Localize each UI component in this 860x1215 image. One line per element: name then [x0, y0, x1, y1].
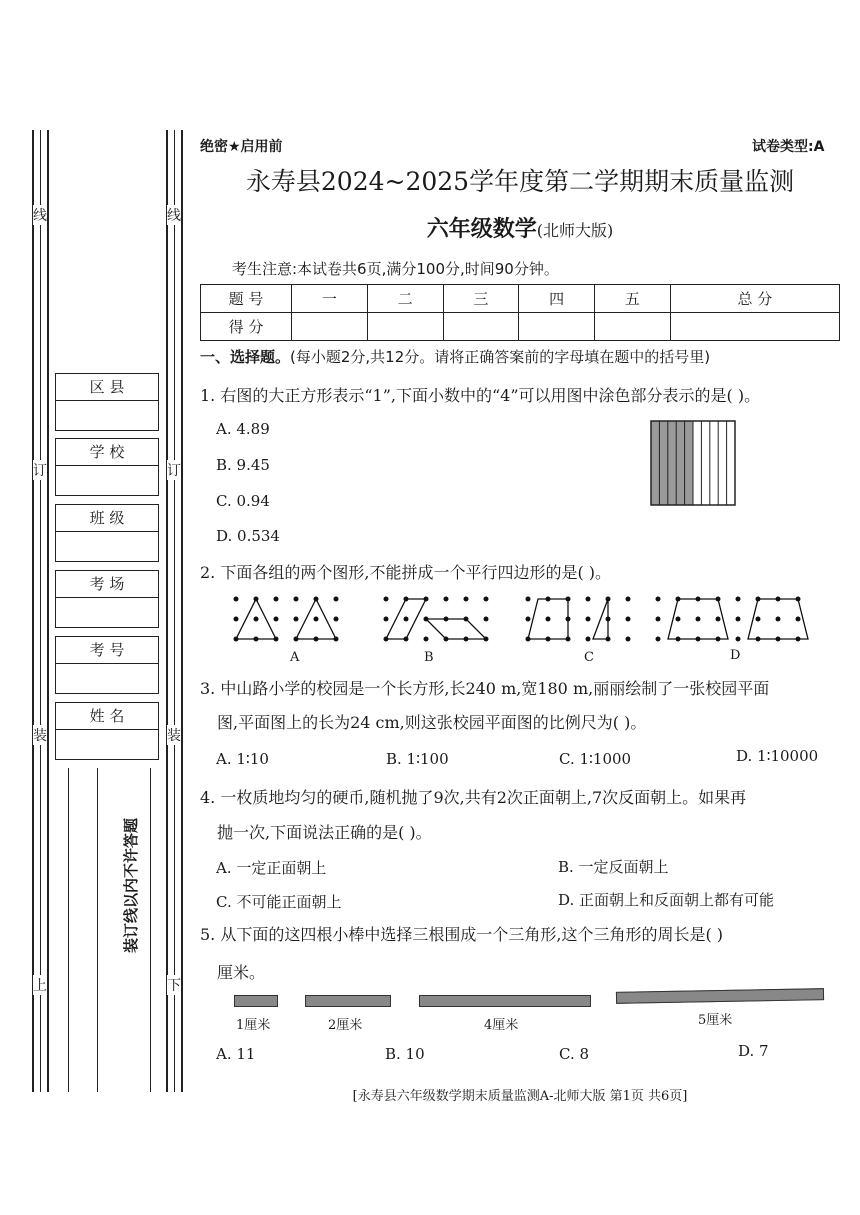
- margin-char: 线: [33, 205, 47, 225]
- q3-option-b[interactable]: B. 1∶100: [386, 750, 449, 768]
- shaded-strips: [651, 421, 693, 505]
- field-label: 班 级: [56, 505, 158, 532]
- margin-line: [166, 130, 168, 1092]
- table-cell: 三: [443, 285, 519, 313]
- q5-option-b[interactable]: B. 10: [385, 1045, 425, 1063]
- q1-option-b[interactable]: B. 9.45: [216, 456, 270, 474]
- margin-char: 装: [33, 725, 47, 745]
- stick-5cm: [616, 988, 824, 1004]
- table-row: [201, 313, 840, 341]
- stick-label: 5厘米: [698, 1013, 733, 1028]
- field-label: 姓 名: [56, 703, 158, 730]
- question-4-line-2: 抛一次,下面说法正确的是( )。: [217, 823, 432, 842]
- binding-warning-box: [115, 800, 145, 970]
- margin-line: [47, 130, 49, 1092]
- field-label: 考 场: [56, 571, 158, 598]
- table-cell: 总 分: [670, 285, 839, 313]
- q4-option-b[interactable]: B. 一定反面朝上: [558, 858, 669, 876]
- q1-option-a[interactable]: A. 4.89: [216, 420, 270, 438]
- page-footer: [永寿县六年级数学期末质量监测A-北师大版 第1页 共6页]: [352, 1089, 688, 1104]
- margin-char: 线: [167, 205, 181, 225]
- shape-outlines: [236, 599, 808, 639]
- stick-label: 1厘米: [236, 1018, 271, 1033]
- table-cell: 五: [595, 285, 671, 313]
- table-cell: 二: [367, 285, 443, 313]
- field-class: [55, 504, 159, 562]
- stick-label: 2厘米: [328, 1018, 363, 1033]
- field-label: 考 号: [56, 637, 158, 664]
- field-input[interactable]: [56, 598, 158, 626]
- q3-option-c[interactable]: C. 1∶1000: [559, 750, 632, 768]
- field-input[interactable]: [56, 730, 158, 758]
- field-label: 区 县: [56, 374, 158, 401]
- field-exam-number: [55, 636, 159, 694]
- margin-char: 订: [33, 460, 47, 480]
- margin-line: [32, 130, 34, 1092]
- field-county: [55, 373, 159, 431]
- question-5-line-2: 厘米。: [217, 963, 266, 982]
- q3-option-d[interactable]: D. 1∶10000: [736, 747, 819, 765]
- question-1: 1. 右图的大正方形表示“1”,下面小数中的“4”可以用图中涂色部分表示的是( )。: [200, 386, 761, 405]
- figure-label-b: B: [424, 650, 434, 665]
- subject-title: [200, 212, 840, 243]
- figure-label-c: C: [584, 650, 594, 665]
- score-input[interactable]: [367, 313, 443, 341]
- section-desc: (每小题2分,共12分。请将正确答案前的字母填在题中的括号里): [290, 348, 711, 366]
- page-title: 永寿县2024~2025学年度第二学期期末质量监测: [245, 167, 795, 196]
- stick-label: 4厘米: [484, 1018, 519, 1033]
- stick-4cm: [419, 995, 591, 1007]
- table-cell: 四: [519, 285, 595, 313]
- question-5-line-1: 5. 从下面的这四根小棒中选择三根围成一个三角形,这个三角形的周长是( ): [200, 925, 724, 944]
- question-3-line-2: 图,平面图上的长为24 cm,则这张校园平面图的比例尺为( )。: [217, 713, 647, 732]
- dot-grid-figures: [228, 594, 818, 652]
- score-table: [200, 284, 840, 341]
- question-4-line-1: 4. 一枚质地均匀的硬币,随机抛了9次,共有2次正面朝上,7次反面朝上。如果再: [200, 788, 747, 807]
- margin-line: [68, 768, 69, 1092]
- table-cell: 题 号: [201, 285, 292, 313]
- score-input[interactable]: [519, 313, 595, 341]
- margin-line: [97, 768, 98, 1092]
- field-input[interactable]: [56, 401, 158, 429]
- margin-char: 订: [167, 460, 181, 480]
- score-input[interactable]: [595, 313, 671, 341]
- table-cell: 得 分: [201, 313, 292, 341]
- field-input[interactable]: [56, 664, 158, 692]
- field-name: [55, 702, 159, 760]
- q5-option-c[interactable]: C. 8: [559, 1045, 590, 1063]
- field-label: 学 校: [56, 439, 158, 466]
- figure-b-quad: [426, 619, 486, 639]
- field-input[interactable]: [56, 532, 158, 560]
- figure-label-d: D: [730, 648, 741, 663]
- figure-label-a: A: [290, 650, 300, 665]
- binding-warning: 装订线以内不许答题: [121, 817, 140, 953]
- q1-option-c[interactable]: C. 0.94: [216, 492, 270, 510]
- stick-1cm: [234, 995, 278, 1007]
- question-3-line-1: 3. 中山路小学的校园是一个长方形,长240 m,宽180 m,丽丽绘制了一张校园平面: [200, 679, 770, 698]
- margin-line: [40, 130, 41, 1092]
- q3-option-a[interactable]: A. 1∶10: [216, 750, 269, 768]
- score-input[interactable]: [292, 313, 368, 341]
- q1-option-d[interactable]: D. 0.534: [216, 527, 280, 545]
- field-room: [55, 570, 159, 628]
- margin-char: 下: [167, 975, 181, 995]
- exam-notice: 考生注意:本试卷共6页,满分100分,时间90分钟。: [232, 260, 559, 278]
- edition-label: (北师大版): [536, 221, 614, 240]
- margin-line: [181, 130, 183, 1092]
- stick-2cm: [305, 995, 391, 1007]
- section-title: 一、选择题。: [200, 348, 291, 366]
- q5-option-a[interactable]: A. 11: [216, 1045, 256, 1063]
- field-input[interactable]: [56, 466, 158, 494]
- decimal-square-figure: [650, 420, 736, 506]
- q5-option-d[interactable]: D. 7: [738, 1042, 769, 1060]
- subject-name: 六年级数学: [426, 217, 537, 242]
- q4-option-a[interactable]: A. 一定正面朝上: [216, 859, 327, 877]
- table-cell: 一: [292, 285, 368, 313]
- margin-line: [174, 130, 175, 1092]
- score-input[interactable]: [670, 313, 839, 341]
- field-school: [55, 438, 159, 496]
- margin-line: [150, 768, 151, 1092]
- margin-char: 装: [167, 725, 181, 745]
- section-heading: [200, 346, 710, 367]
- q4-option-d[interactable]: D. 正面朝上和反面朝上都有可能: [558, 891, 775, 909]
- table-row: [201, 285, 840, 313]
- score-input[interactable]: [443, 313, 519, 341]
- q4-option-c[interactable]: C. 不可能正面朝上: [216, 893, 342, 911]
- question-2: 2. 下面各组的两个图形,不能拼成一个平行四边形的是( )。: [200, 563, 612, 582]
- margin-char: 上: [33, 975, 47, 995]
- secret-label: 绝密★启用前: [200, 139, 283, 155]
- paper-type: 试卷类型:A: [752, 139, 825, 155]
